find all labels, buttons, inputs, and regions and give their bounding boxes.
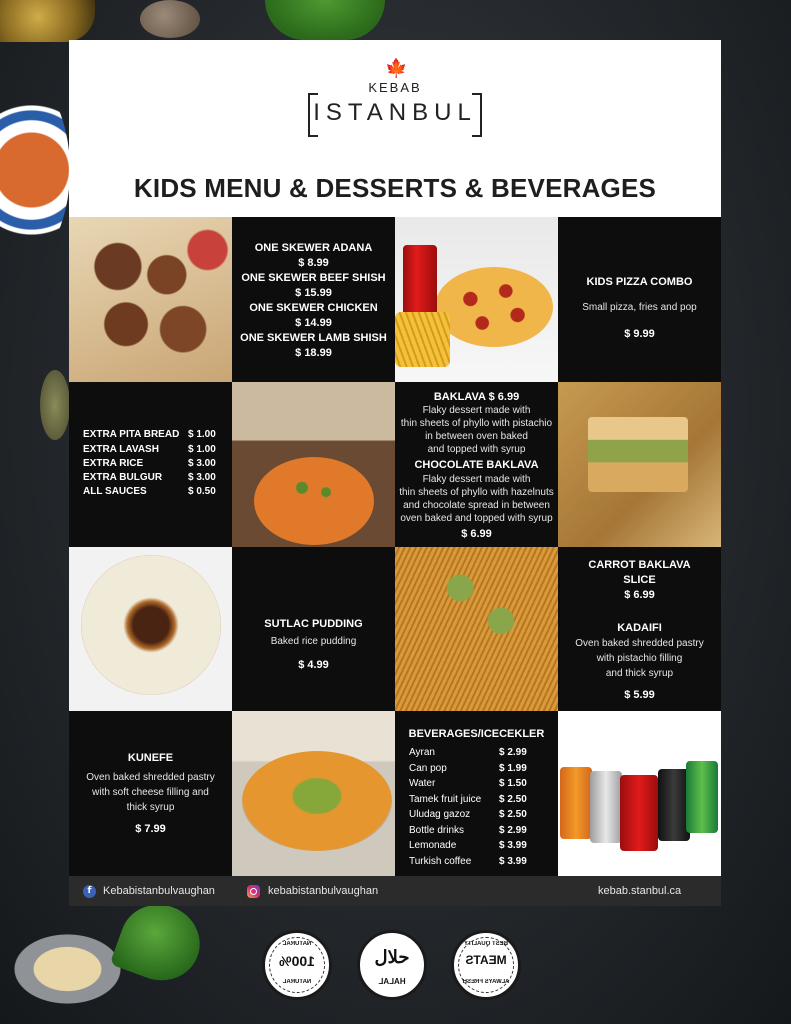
beverage-row	[409, 763, 544, 779]
carrot-baklava-name-line2: SLICE	[623, 574, 656, 586]
pita-rice-photo	[232, 382, 395, 547]
brand-logo	[306, 55, 484, 135]
meats-badge	[451, 930, 521, 1000]
coke-can-image	[403, 245, 437, 320]
beverage-name: Uludag gazoz	[409, 809, 471, 820]
beverage-name: Turkish coffee	[409, 856, 472, 867]
halal-badge-arabic-text: حلال	[374, 947, 410, 967]
rice-pudding-bowl-image	[81, 555, 221, 695]
baklava-desc-line: in between oven baked	[425, 431, 528, 442]
kadaifi-photo	[395, 547, 558, 711]
basil-leaves-decoration	[265, 0, 385, 40]
skewer-price: $ 8.99	[298, 257, 329, 269]
kids-pizza-price: $ 9.99	[624, 328, 655, 340]
beverage-row	[409, 809, 544, 825]
natural-badge-main-text: 100%	[279, 953, 315, 969]
beverage-price: $ 1.99	[499, 763, 527, 774]
beverage-name: Ayran	[409, 747, 435, 758]
logo-top-word: KEBAB	[368, 80, 422, 95]
chocolate-baklava-price: $ 6.99	[461, 528, 492, 540]
sprite-can-image	[686, 761, 718, 833]
beverage-price: $ 2.99	[499, 747, 527, 758]
skewer-name: ONE SKEWER BEEF SHISH	[241, 272, 386, 284]
baklava-photo	[558, 382, 721, 547]
skewer-price: $ 14.99	[295, 317, 332, 329]
bulgur-rice-image	[254, 457, 374, 545]
kebab-photo	[69, 217, 232, 382]
extra-row	[83, 486, 223, 500]
instagram-icon	[247, 885, 260, 898]
skewer-price: $ 18.99	[295, 347, 332, 359]
beverage-row	[409, 747, 544, 763]
extra-name: EXTRA LAVASH	[83, 444, 159, 455]
logo-main-word: ISTANBUL	[313, 99, 477, 126]
beverage-name: Lemonade	[409, 840, 457, 851]
extra-row	[83, 429, 223, 443]
beverage-row	[409, 856, 544, 872]
meats-badge-main-text: MEATS	[465, 953, 507, 967]
kunefe-desc-line: with soft cheese filling and	[92, 787, 209, 798]
beverages-panel	[395, 711, 558, 876]
fries-image	[395, 312, 450, 367]
baklava-desc-line: and topped with syrup	[427, 444, 526, 455]
baklava-slice-image	[588, 417, 688, 492]
skewer-name: ONE SKEWER ADANA	[254, 242, 373, 254]
beverage-name: Tamek fruit juice	[409, 794, 482, 805]
beverage-price: $ 2.50	[499, 794, 527, 805]
sutlac-photo	[69, 547, 232, 711]
extras-panel	[69, 382, 232, 547]
extra-row	[83, 444, 223, 458]
footer-bar	[69, 876, 721, 906]
sutlac-name: SUTLAC PUDDING	[264, 618, 363, 630]
skewer-name: ONE SKEWER CHICKEN	[249, 302, 378, 314]
facebook-handle[interactable]: Kebabistanbulvaughan	[103, 885, 215, 897]
dried-leaf-decoration	[40, 370, 70, 440]
skewer-name: ONE SKEWER LAMB SHISH	[240, 332, 387, 344]
kunefe-desc-line: thick syrup	[126, 802, 175, 813]
extra-price: $ 1.00	[188, 444, 216, 455]
extra-name: ALL SAUCES	[83, 486, 147, 497]
beverages-title: BEVERAGES/ICECEKLER	[408, 728, 545, 740]
beverage-name: Can pop	[409, 763, 447, 774]
kids-pizza-desc: Small pizza, fries and pop	[582, 302, 697, 313]
oil-bottle-decoration	[0, 0, 95, 42]
sutlac-price: $ 4.99	[298, 659, 329, 671]
maple-leaf-icon: 🍁	[385, 58, 408, 79]
carrot-baklava-kadaifi-panel	[558, 547, 721, 711]
kids-pizza-panel	[558, 217, 721, 382]
baklava-desc-line: thin sheets of phyllo with pistachio	[400, 418, 553, 429]
carrot-baklava-price: $ 6.99	[624, 589, 655, 601]
coca-cola-can-image	[620, 775, 658, 851]
beverage-row	[409, 778, 544, 794]
kunefe-name: KUNEFE	[127, 752, 174, 764]
kadaifi-desc-line: with pistachio filling	[596, 653, 683, 664]
halal-badge	[357, 930, 427, 1000]
kunefe-image	[242, 751, 392, 851]
beverage-price: $ 1.50	[499, 778, 527, 789]
page-title: KIDS MENU & DESSERTS & BEVERAGES	[133, 173, 657, 203]
menu-card	[69, 40, 721, 906]
beverage-price: $ 3.99	[499, 840, 527, 851]
extra-row	[83, 472, 223, 486]
beverage-name: Water	[409, 778, 436, 789]
pizza-image	[435, 267, 553, 347]
meats-badge-bottom-text: ALWAYS FRESH	[462, 979, 510, 985]
baklava-desc-line: Flaky dessert made with	[422, 405, 531, 416]
extra-price: $ 3.00	[188, 458, 216, 469]
beverage-price: $ 2.99	[499, 825, 527, 836]
sutlac-panel	[232, 547, 395, 711]
beverage-row	[409, 794, 544, 810]
baklava-panel	[395, 382, 558, 547]
chocolate-baklava-desc-line: Flaky dessert made with	[422, 474, 531, 485]
natural-badge-bottom-text: NATURAL	[282, 979, 312, 985]
beverage-row	[409, 825, 544, 841]
pizza-combo-photo	[395, 217, 558, 382]
menu-header	[69, 40, 721, 217]
facebook-icon: f	[83, 885, 96, 898]
skewers-panel	[232, 217, 395, 382]
lentil-bowl-decoration	[0, 70, 70, 270]
carrot-baklava-name: CARROT BAKLAVA	[588, 559, 691, 571]
baklava-title: BAKLAVA $ 6.99	[433, 391, 520, 403]
extra-name: EXTRA BULGUR	[83, 472, 163, 483]
beverage-row	[409, 840, 544, 856]
extra-row	[83, 458, 223, 472]
website-link[interactable]: kebab.stanbul.ca	[598, 885, 682, 897]
kunefe-desc-line: Oven baked shredded pastry	[86, 772, 215, 783]
logo-frame	[308, 93, 482, 133]
extra-name: EXTRA RICE	[83, 458, 144, 469]
halal-badge-label: HALAL	[378, 977, 406, 986]
soda-cans-photo	[558, 711, 721, 876]
extra-price: $ 3.00	[188, 472, 216, 483]
sutlac-desc: Baked rice pudding	[270, 636, 357, 647]
kunefe-panel	[69, 711, 232, 876]
chocolate-baklava-title: CHOCOLATE BAKLAVA	[414, 459, 539, 471]
instagram-handle[interactable]: kebabistanbulvaughan	[268, 885, 379, 897]
kadaifi-name: KADAIFI	[617, 622, 662, 634]
beverage-price: $ 2.50	[499, 809, 527, 820]
kadaifi-desc-line: Oven baked shredded pastry	[575, 638, 704, 649]
extra-price: $ 0.50	[188, 486, 216, 497]
extra-price: $ 1.00	[188, 429, 216, 440]
natural-badge-top-text: NATURAL	[282, 941, 312, 947]
kadaifi-desc-line: and thick syrup	[605, 668, 674, 679]
extra-name: EXTRA PITA BREAD	[83, 429, 180, 440]
diet-coke-can-image	[590, 771, 622, 843]
meats-badge-top-text: BEST QUALITY	[464, 941, 509, 947]
skewer-price: $ 15.99	[295, 287, 332, 299]
menu-grid	[69, 217, 721, 876]
beverage-price: $ 3.99	[499, 856, 527, 867]
kunefe-photo	[232, 711, 395, 876]
chocolate-baklava-desc-line: and chocolate spread in between	[403, 500, 550, 511]
chocolate-baklava-desc-line: oven baked and topped with syrup	[400, 513, 553, 524]
fanta-can-image	[560, 767, 592, 839]
natural-badge	[262, 930, 332, 1000]
kadaifi-price: $ 5.99	[624, 689, 655, 701]
kids-pizza-name: KIDS PIZZA COMBO	[586, 276, 693, 288]
mushroom-decoration	[140, 0, 200, 38]
beverage-name: Bottle drinks	[409, 825, 465, 836]
kunefe-price: $ 7.99	[135, 823, 166, 835]
chocolate-baklava-desc-line: thin sheets of phyllo with hazelnuts	[399, 487, 554, 498]
